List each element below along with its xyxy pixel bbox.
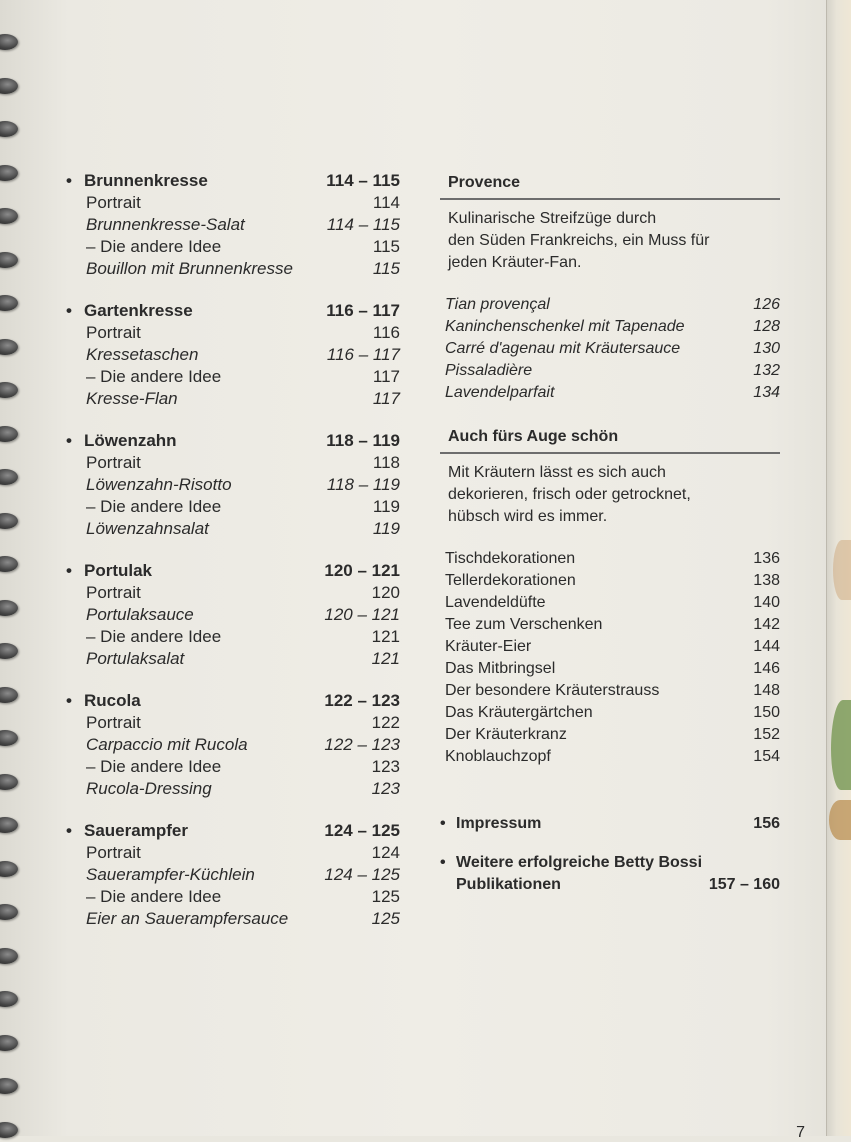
entry-label: Bouillon mit Brunnenkresse (86, 259, 293, 278)
binding-ring (0, 78, 18, 94)
toc-entry (60, 604, 400, 626)
toc-group-heading (60, 820, 400, 842)
entry-label: Das Mitbringsel (445, 660, 556, 677)
toc-group-heading (60, 690, 400, 712)
leaf-photo-decoration (829, 800, 851, 840)
toc-entry (60, 626, 400, 648)
toc-entry (60, 452, 400, 474)
toc-entry (60, 322, 400, 344)
entry-pages: 122 – 123 (324, 735, 400, 754)
binding-ring (0, 1122, 18, 1138)
toc-group-heading (60, 430, 400, 452)
toc-group (60, 430, 400, 540)
toc-entry (60, 886, 400, 908)
binding-ring (0, 600, 18, 616)
binding-ring (0, 817, 18, 833)
section-title: Auch fürs Auge schön (440, 426, 780, 454)
binding-ring (0, 339, 18, 355)
section-intro (440, 208, 780, 274)
toc-entry-weitere (440, 851, 780, 896)
entry-label: Tian provençal (445, 296, 550, 313)
entry-label: Der besondere Kräuterstrauss (445, 682, 660, 699)
entry-label: Carpaccio mit Rucola (86, 735, 248, 754)
entry-label: Lavendeldüfte (445, 594, 546, 611)
entry-label: Knoblauchzopf (445, 748, 551, 765)
entry-pages: 123 (371, 779, 400, 798)
entry-label: • Gartenkresse (60, 300, 326, 322)
toc-entry (445, 592, 780, 614)
entry-label: Rucola-Dressing (86, 779, 212, 798)
entry-pages: 144 (753, 638, 780, 655)
toc-entry (60, 908, 400, 930)
entry-label: Kaninchenschenkel mit Tapenade (445, 318, 685, 335)
entry-pages: 130 (753, 340, 780, 357)
toc-entry (60, 496, 400, 518)
binding-ring (0, 252, 18, 268)
binding-ring (0, 426, 18, 442)
toc-group (60, 690, 400, 800)
entry-label: – Die andere Idee (86, 367, 222, 386)
entry-label: – Die andere Idee (86, 627, 222, 646)
entry-pages: 128 (753, 318, 780, 335)
entry-pages: 124 – 125 (324, 865, 400, 884)
entry-pages: 115 (372, 237, 400, 256)
toc-group-heading (60, 560, 400, 582)
entry-pages: 121 (371, 627, 400, 646)
entry-pages: 114 – 115 (326, 171, 400, 190)
entry-pages: 114 – 115 (326, 215, 400, 234)
entry-pages: 152 (753, 726, 780, 743)
entry-label: Tischdekorationen (445, 550, 576, 567)
binding-ring (0, 165, 18, 181)
entry-label: Löwenzahn-Risotto (86, 475, 232, 494)
entry-pages: 136 (753, 550, 780, 567)
intro-line: Mit Kräutern lässt es sich auch (448, 464, 666, 481)
entry-label: • Impressum (456, 815, 542, 832)
toc-entry (445, 614, 780, 636)
binding-ring (0, 730, 18, 746)
entry-pages: 150 (753, 704, 780, 721)
binding-ring (0, 774, 18, 790)
toc-entry (60, 474, 400, 496)
entry-label: • Weitere erfolgreiche Betty Bossi (456, 854, 703, 871)
entry-label: – Die andere Idee (86, 887, 222, 906)
entry-pages: 120 (371, 583, 400, 602)
toc-entry (60, 518, 400, 540)
toc-entry (445, 746, 780, 768)
intro-line: dekorieren, frisch oder getrocknet, (448, 486, 691, 503)
toc-entry (445, 338, 780, 360)
leaf-photo-decoration (833, 540, 851, 600)
toc-entry (60, 734, 400, 756)
binding-ring (0, 1078, 18, 1094)
binding-ring (0, 687, 18, 703)
entry-label: Portrait (86, 713, 141, 732)
entry-label: Löwenzahnsalat (86, 519, 209, 538)
section-title: Provence (440, 172, 780, 200)
entry-pages: 134 (753, 384, 780, 401)
entry-label: • Portulak (60, 560, 324, 582)
entry-label: Der Kräuterkranz (445, 726, 567, 743)
binding-ring (0, 34, 18, 50)
entry-label: Tee zum Verschenken (445, 616, 603, 633)
toc-entry (445, 360, 780, 382)
entry-pages: 118 – 119 (326, 475, 400, 494)
entry-pages: 154 (753, 748, 780, 765)
entry-label: Carré d'agenau mit Kräutersauce (445, 340, 681, 357)
toc-entry (60, 582, 400, 604)
toc-entry (445, 680, 780, 702)
toc-entry (60, 648, 400, 670)
binding-ring (0, 991, 18, 1007)
entry-label: • Sauerampfer (60, 820, 324, 842)
toc-entry (445, 382, 780, 404)
entry-pages: 124 (371, 843, 400, 862)
binding-ring (0, 556, 18, 572)
binding-ring (0, 469, 18, 485)
entry-pages: 125 (371, 887, 400, 906)
entry-pages: 132 (753, 362, 780, 379)
entry-pages: 119 (372, 519, 400, 538)
spiral-binding (0, 0, 26, 1136)
entry-pages: 116 – 117 (326, 301, 400, 320)
binding-ring (0, 513, 18, 529)
entry-pages: 148 (753, 682, 780, 699)
entry-pages: 122 (371, 713, 400, 732)
entry-label: Kressetaschen (86, 345, 199, 364)
entry-pages: 119 (372, 497, 400, 516)
entry-pages: 124 – 125 (324, 821, 400, 840)
recipe-list (440, 294, 780, 404)
toc-entry (60, 712, 400, 734)
toc-group (60, 820, 400, 930)
entry-pages: 116 (372, 323, 400, 342)
entry-label: Sauerampfer-Küchlein (86, 865, 255, 884)
toc-group (60, 300, 400, 410)
toc-group-heading (60, 300, 400, 322)
entry-label: • Rucola (60, 690, 324, 712)
toc-group (60, 170, 400, 280)
entry-pages: 118 (372, 453, 400, 472)
entry-label: – Die andere Idee (86, 497, 222, 516)
toc-entry (445, 658, 780, 680)
entry-pages: 122 – 123 (324, 691, 400, 710)
entry-label: Portrait (86, 583, 141, 602)
entry-label: • Brunnenkresse (60, 170, 326, 192)
entry-label: Portrait (86, 453, 141, 472)
intro-line: den Süden Frankreichs, ein Muss für (448, 232, 710, 249)
toc-group-heading (60, 170, 400, 192)
entry-label: Das Kräutergärtchen (445, 704, 593, 721)
entry-label: Portrait (86, 843, 141, 862)
toc-entry (60, 258, 400, 280)
toc-entry (445, 636, 780, 658)
binding-ring (0, 382, 18, 398)
toc-entry (60, 214, 400, 236)
decoration-list (440, 548, 780, 768)
toc-entry (60, 366, 400, 388)
entry-pages: 126 (753, 296, 780, 313)
entry-label: Portulaksalat (86, 649, 185, 668)
toc-entry (60, 388, 400, 410)
entry-label: – Die andere Idee (86, 237, 222, 256)
entry-label: Tellerdekorationen (445, 572, 576, 589)
entry-label: Pissaladière (445, 362, 533, 379)
entry-label: Lavendelparfait (445, 384, 555, 401)
binding-ring (0, 121, 18, 137)
entry-pages: 120 – 121 (324, 605, 400, 624)
entry-label: Kräuter-Eier (445, 638, 532, 655)
entry-label: – Die andere Idee (86, 757, 222, 776)
entry-pages: 117 (372, 389, 400, 408)
page-number: 7 (796, 1124, 805, 1141)
binding-ring (0, 861, 18, 877)
entry-label: Eier an Sauerampfersauce (86, 909, 289, 928)
section-provence (440, 172, 780, 404)
entry-pages: 142 (753, 616, 780, 633)
entry-pages: 114 (372, 193, 400, 212)
page-edge-background (826, 0, 851, 1136)
section-intro (440, 462, 780, 528)
intro-line: jeden Kräuter-Fan. (448, 254, 582, 271)
leaf-photo-decoration (831, 700, 851, 790)
entry-pages: 125 (371, 909, 400, 928)
toc-entry (60, 756, 400, 778)
binding-ring (0, 208, 18, 224)
toc-entry (445, 316, 780, 338)
toc-entry (445, 548, 780, 570)
entry-pages: 117 (372, 367, 400, 386)
entry-label: Kresse-Flan (86, 389, 178, 408)
right-column (440, 172, 780, 896)
toc-entry-impressum (440, 812, 780, 835)
toc-entry (60, 344, 400, 366)
toc-entry (60, 778, 400, 800)
binding-ring (0, 295, 18, 311)
binding-ring (0, 643, 18, 659)
entry-pages: 156 (753, 815, 780, 832)
entry-label: • Löwenzahn (60, 430, 326, 452)
intro-line: hübsch wird es immer. (448, 508, 608, 525)
entry-pages: 116 – 117 (326, 345, 400, 364)
binding-ring (0, 948, 18, 964)
toc-entry (60, 192, 400, 214)
section-auge (440, 426, 780, 768)
entry-pages: 118 – 119 (326, 431, 400, 450)
entry-pages: 123 (371, 757, 400, 776)
intro-line: Kulinarische Streifzüge durch (448, 210, 657, 227)
entry-pages: 121 (371, 649, 400, 668)
entry-pages: 157 – 160 (708, 876, 780, 893)
toc-entry (445, 702, 780, 724)
toc-entry (445, 570, 780, 592)
entry-label: Portrait (86, 323, 141, 342)
entry-pages: 140 (753, 594, 780, 611)
toc-entry (60, 842, 400, 864)
toc-entry (445, 724, 780, 746)
binding-ring (0, 1035, 18, 1051)
left-column (60, 170, 400, 950)
entry-label: Portulaksauce (86, 605, 194, 624)
toc-group (60, 560, 400, 670)
toc-entry (445, 294, 780, 316)
entry-pages: 120 – 121 (324, 561, 400, 580)
entry-label: Brunnenkresse-Salat (86, 215, 245, 234)
entry-pages: 115 (372, 259, 400, 278)
entry-pages: 138 (753, 572, 780, 589)
binding-ring (0, 904, 18, 920)
entry-pages: 146 (753, 660, 780, 677)
entry-label: Portrait (86, 193, 141, 212)
entry-label: Publikationen (456, 876, 561, 893)
toc-entry (60, 236, 400, 258)
toc-entry (60, 864, 400, 886)
